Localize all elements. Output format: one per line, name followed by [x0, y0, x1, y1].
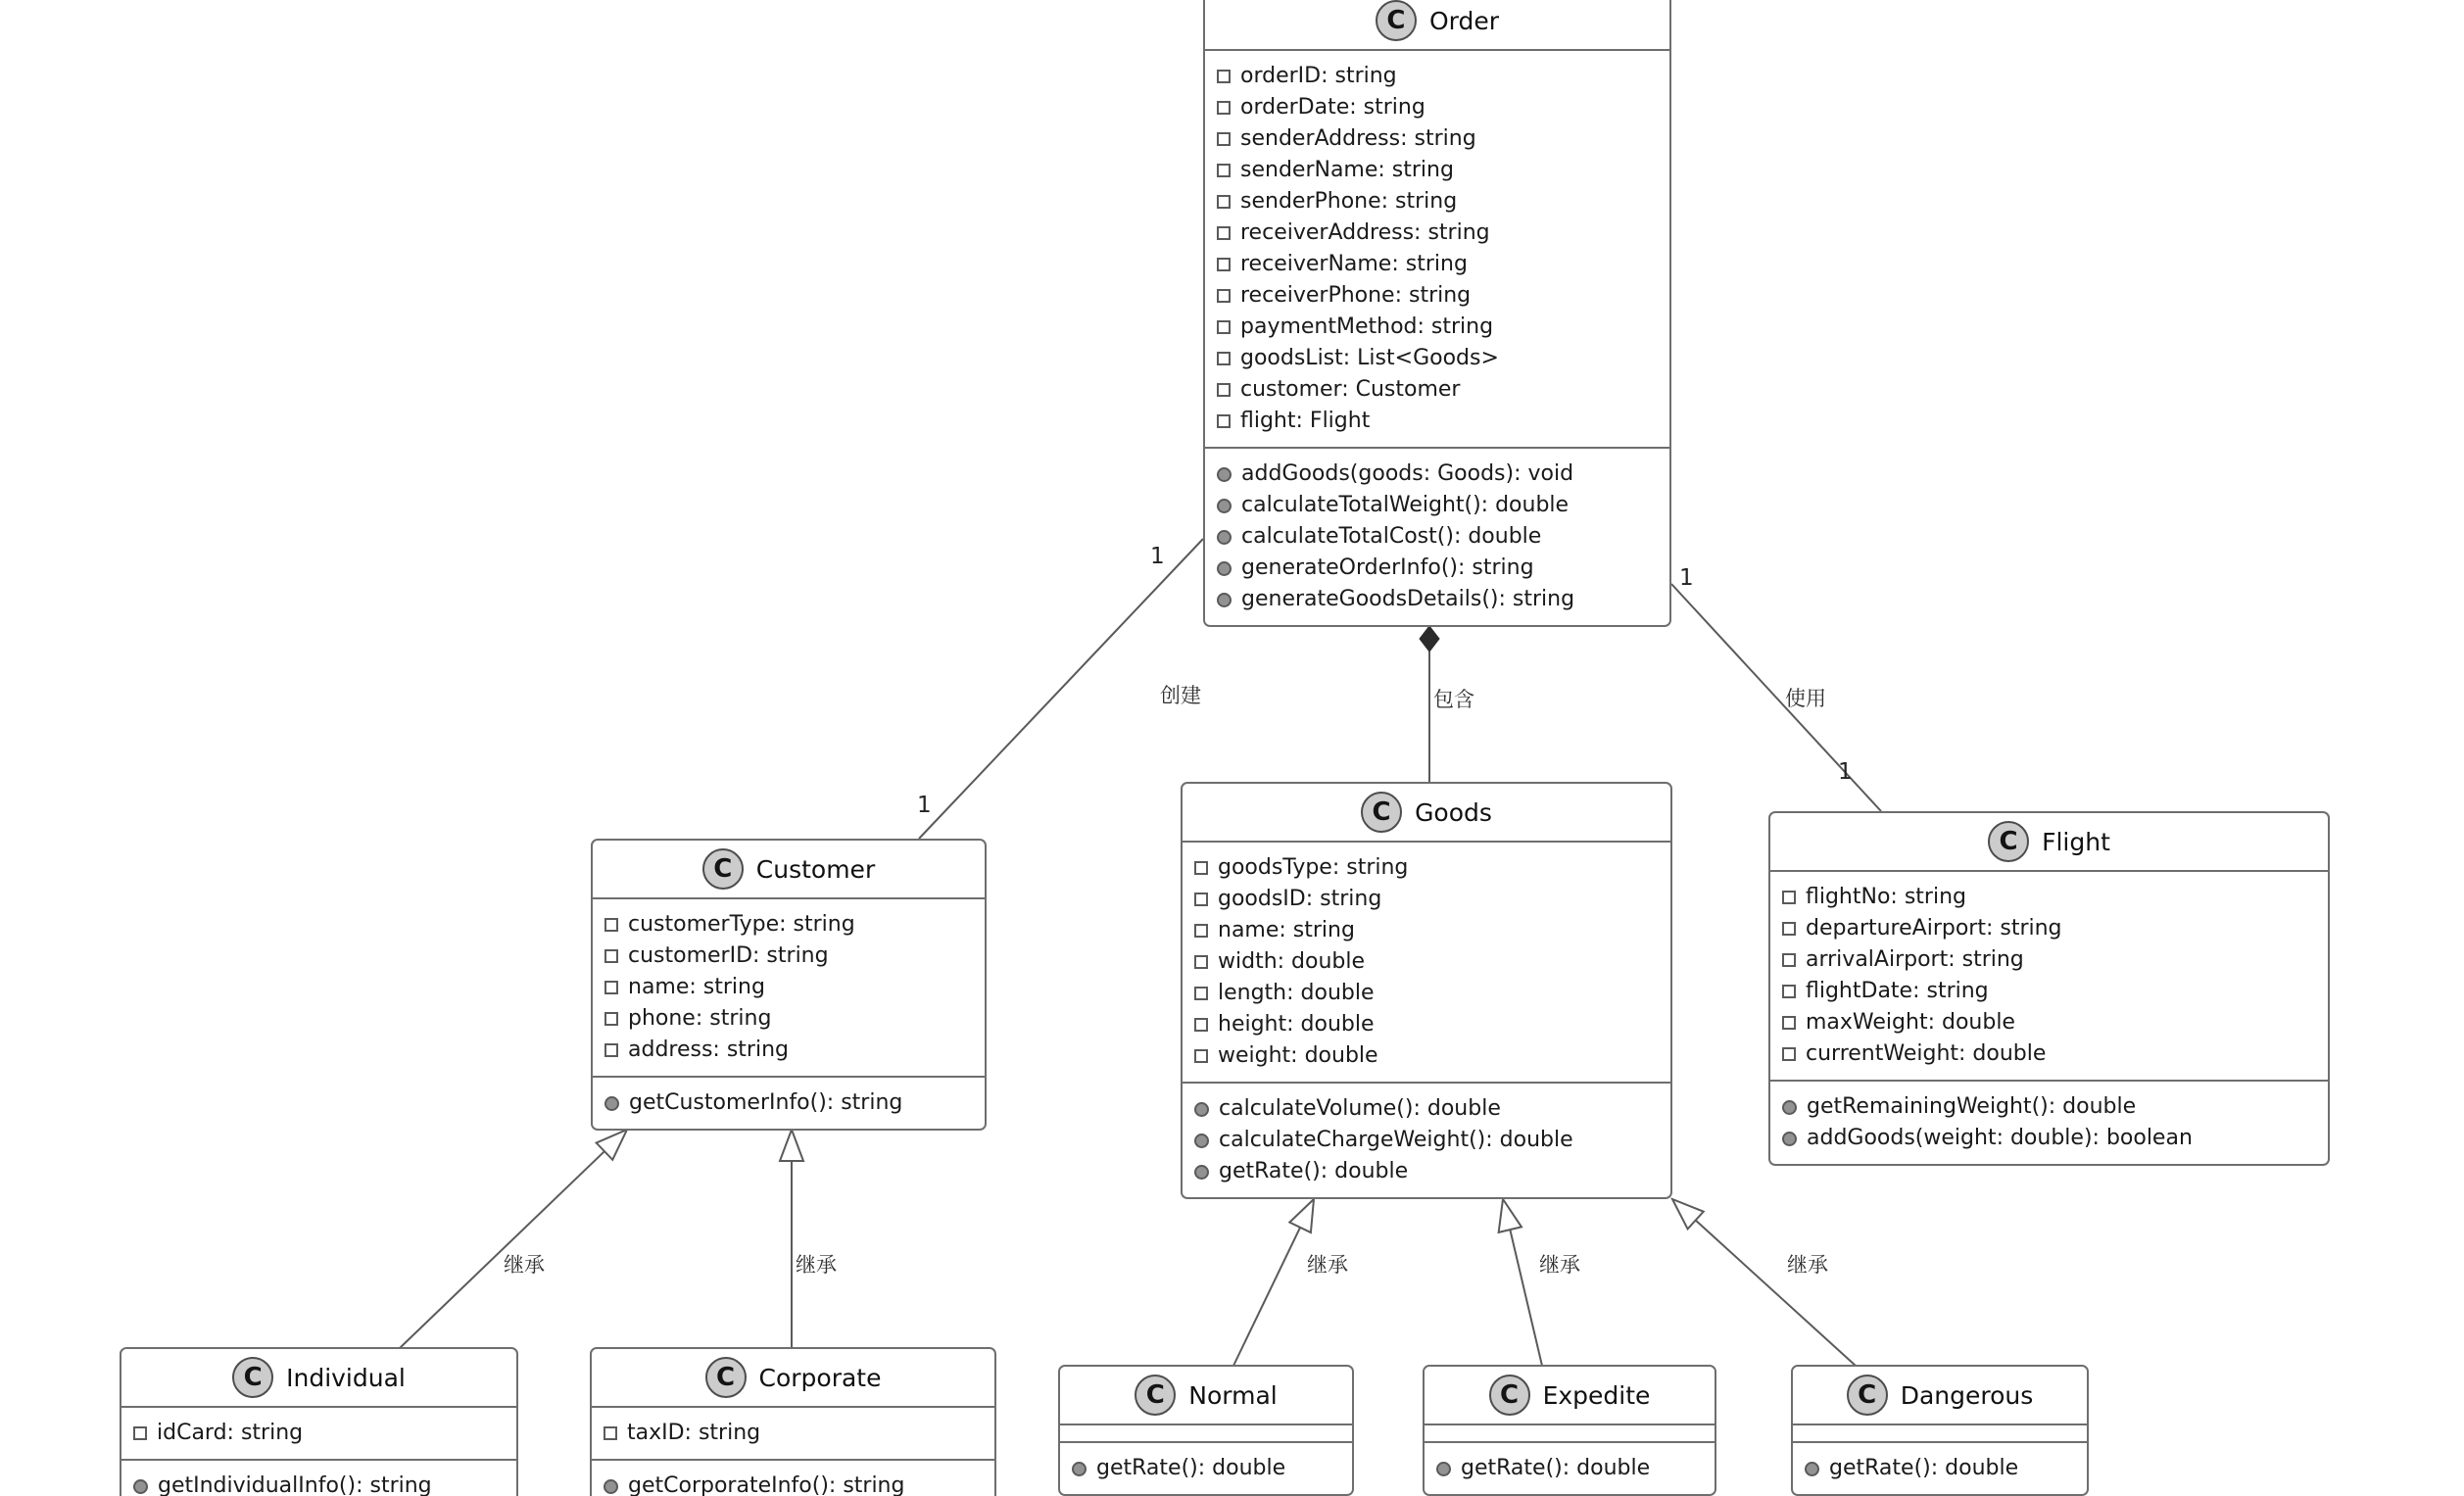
class-customer[interactable] — [591, 839, 987, 1131]
field-icon — [1217, 383, 1231, 397]
method-text: calculateTotalWeight(): double — [1241, 493, 1570, 517]
class-name: Order — [1428, 6, 1500, 35]
attribute-text: paymentMethod: string — [1240, 314, 1494, 339]
field-icon — [1217, 258, 1231, 271]
attribute-row — [1217, 92, 1658, 123]
method-row — [604, 1087, 973, 1119]
class-title-customer — [593, 841, 985, 899]
method-text: addGoods(goods: Goods): void — [1241, 461, 1574, 486]
method-icon — [1436, 1462, 1451, 1476]
attribute-text: idCard: string — [157, 1421, 304, 1445]
method-row — [133, 1471, 505, 1496]
edge-label-inherit-normal: 继承 — [1307, 1253, 1348, 1277]
edge-label-inherit-corporate: 继承 — [796, 1253, 837, 1277]
method-row — [1782, 1091, 2316, 1123]
attribute-text: arrivalAirport: string — [1806, 947, 2024, 972]
class-title-expedite — [1425, 1367, 1715, 1425]
class-title-goods — [1183, 784, 1670, 843]
attribute-text: departureAirport: string — [1806, 916, 2062, 941]
attributes-section — [1060, 1425, 1352, 1443]
field-icon — [1217, 70, 1231, 83]
attribute-text: maxWeight: double — [1806, 1010, 2015, 1035]
attribute-text: weight: double — [1218, 1043, 1378, 1068]
attribute-row — [604, 1035, 973, 1066]
edge-label-inherit-dangerous: 继承 — [1787, 1253, 1828, 1277]
attribute-text: customer: Customer — [1240, 377, 1461, 402]
field-icon — [1782, 1016, 1796, 1030]
method-icon — [1194, 1165, 1209, 1180]
edge-expedite-goods-generalization — [1510, 1230, 1542, 1366]
attributes-section — [593, 899, 985, 1078]
attribute-row — [1194, 915, 1659, 946]
method-text: calculateChargeWeight(): double — [1219, 1128, 1573, 1152]
class-individual[interactable] — [120, 1347, 518, 1496]
attribute-text: currentWeight: double — [1806, 1041, 2047, 1066]
edge-individual-customer-generalization — [400, 1151, 604, 1348]
method-row — [1194, 1125, 1659, 1156]
methods-section — [1183, 1084, 1670, 1197]
class-icon: C — [1489, 1375, 1530, 1416]
attribute-row — [133, 1418, 505, 1449]
method-text: getRemainingWeight(): double — [1807, 1094, 2137, 1119]
method-icon — [1217, 499, 1232, 513]
method-icon — [1072, 1462, 1087, 1476]
class-icon: C — [232, 1357, 273, 1398]
class-icon: C — [1988, 821, 2029, 862]
field-icon — [604, 981, 618, 994]
attribute-row — [1217, 217, 1658, 249]
attribute-text: orderDate: string — [1240, 95, 1425, 120]
multiplicity-create-customer-end: 1 — [917, 793, 932, 818]
class-icon: C — [1361, 792, 1402, 833]
field-icon — [1194, 1018, 1208, 1032]
attribute-text: flightDate: string — [1806, 979, 1989, 1003]
attribute-row — [1217, 312, 1658, 343]
method-text: calculateTotalCost(): double — [1241, 524, 1542, 549]
field-icon — [1217, 320, 1231, 334]
class-name: Normal — [1188, 1380, 1278, 1410]
method-row — [1217, 490, 1658, 521]
class-title-individual — [121, 1349, 516, 1408]
attribute-text: address: string — [628, 1038, 789, 1062]
attribute-row — [604, 909, 973, 941]
method-icon — [604, 1479, 618, 1494]
field-icon — [1194, 924, 1208, 938]
method-text: addGoods(weight: double): boolean — [1807, 1126, 2193, 1150]
field-icon — [1217, 164, 1231, 177]
attributes-section — [1770, 872, 2328, 1082]
method-icon — [1217, 593, 1232, 607]
field-icon — [1217, 132, 1231, 146]
attributes-section — [592, 1408, 994, 1461]
attribute-text: flightNo: string — [1806, 885, 1966, 909]
field-icon — [1194, 861, 1208, 875]
methods-section — [593, 1078, 985, 1129]
field-icon — [1782, 922, 1796, 936]
field-icon — [1217, 226, 1231, 240]
method-icon — [1194, 1102, 1209, 1117]
field-icon — [1217, 195, 1231, 209]
method-text: getRate(): double — [1219, 1159, 1409, 1183]
attribute-text: receiverPhone: string — [1240, 283, 1472, 308]
method-icon — [1782, 1132, 1797, 1146]
method-icon — [1194, 1134, 1209, 1148]
class-corporate[interactable] — [590, 1347, 996, 1496]
method-text: getRate(): double — [1461, 1456, 1651, 1480]
method-icon — [1805, 1462, 1819, 1476]
attribute-text: goodsList: List<Goods> — [1240, 346, 1499, 370]
methods-section — [1205, 449, 1669, 625]
class-title-dangerous — [1793, 1367, 2087, 1425]
class-title-order — [1205, 0, 1669, 51]
class-normal[interactable] — [1058, 1365, 1354, 1496]
attribute-row — [604, 972, 973, 1003]
attribute-row — [1194, 946, 1659, 978]
attribute-row — [1782, 1038, 2316, 1070]
attribute-row — [1217, 155, 1658, 186]
field-icon — [604, 1012, 618, 1026]
method-text: getRate(): double — [1829, 1456, 2019, 1480]
class-icon: C — [1135, 1375, 1176, 1416]
edge-label-create: 创建 — [1160, 684, 1201, 707]
method-text: generateOrderInfo(): string — [1241, 555, 1534, 580]
class-dangerous[interactable] — [1791, 1365, 2089, 1496]
field-icon — [1194, 955, 1208, 969]
method-row — [1217, 458, 1658, 490]
attribute-text: phone: string — [628, 1006, 772, 1031]
method-icon — [1217, 561, 1232, 576]
methods-section — [1793, 1443, 2087, 1494]
attribute-row — [1217, 374, 1658, 406]
field-icon — [1782, 891, 1796, 904]
composition-diamond-icon — [1420, 626, 1439, 651]
attribute-text: goodsID: string — [1218, 887, 1382, 911]
attributes-section — [121, 1408, 516, 1461]
class-name: Customer — [755, 854, 876, 884]
methods-section — [592, 1461, 994, 1496]
class-name: Dangerous — [1900, 1380, 2034, 1410]
field-icon — [1217, 414, 1231, 428]
attribute-text: length: double — [1218, 981, 1375, 1005]
method-icon — [1217, 467, 1232, 482]
attributes-section — [1205, 51, 1669, 449]
edge-dangerous-goods-generalization — [1696, 1221, 1856, 1366]
attribute-text: width: double — [1218, 949, 1366, 974]
method-text: getCustomerInfo(): string — [629, 1090, 903, 1115]
class-name: Individual — [286, 1363, 406, 1392]
attribute-row — [604, 941, 973, 972]
multiplicity-use-flight-end: 1 — [1838, 759, 1853, 785]
attribute-text: senderPhone: string — [1240, 189, 1458, 214]
attribute-text: height: double — [1218, 1012, 1375, 1037]
class-name: Flight — [2042, 827, 2110, 856]
class-title-normal — [1060, 1367, 1352, 1425]
field-icon — [1194, 1049, 1208, 1063]
field-icon — [604, 949, 618, 963]
attribute-row — [604, 1418, 983, 1449]
method-row — [1217, 521, 1658, 553]
class-title-flight — [1770, 813, 2328, 872]
field-icon — [1782, 953, 1796, 967]
class-name: Expedite — [1542, 1380, 1651, 1410]
class-icon: C — [705, 1357, 747, 1398]
method-text: getCorporateInfo(): string — [628, 1473, 905, 1496]
method-row — [1072, 1453, 1340, 1484]
attribute-row — [1217, 61, 1658, 92]
class-icon: C — [1847, 1375, 1888, 1416]
field-icon — [1217, 289, 1231, 303]
method-icon — [1217, 530, 1232, 545]
method-text: getIndividualInfo(): string — [158, 1473, 432, 1496]
method-icon — [1782, 1100, 1797, 1115]
field-icon — [604, 1043, 618, 1057]
edge-label-use: 使用 — [1785, 687, 1826, 710]
class-order[interactable] — [1203, 0, 1671, 627]
attribute-text: receiverName: string — [1240, 252, 1468, 276]
attribute-row — [1217, 406, 1658, 437]
class-goods[interactable] — [1181, 782, 1672, 1199]
attribute-row — [1782, 1007, 2316, 1038]
method-row — [1194, 1093, 1659, 1125]
methods-section — [1770, 1082, 2328, 1164]
multiplicity-create-order-end: 1 — [1150, 544, 1165, 569]
attribute-text: name: string — [1218, 918, 1355, 942]
method-row — [1805, 1453, 2075, 1484]
attribute-row — [604, 1003, 973, 1035]
method-row — [1194, 1156, 1659, 1187]
attribute-row — [1194, 1040, 1659, 1072]
attributes-section — [1183, 843, 1670, 1084]
class-name: Goods — [1415, 797, 1492, 827]
edge-label-inherit-expedite: 继承 — [1539, 1253, 1580, 1277]
attribute-row — [1217, 249, 1658, 280]
attribute-row — [1217, 123, 1658, 155]
class-flight[interactable] — [1768, 811, 2330, 1166]
attribute-text: senderName: string — [1240, 158, 1454, 182]
methods-section — [1425, 1443, 1715, 1494]
attribute-row — [1194, 884, 1659, 915]
attribute-row — [1782, 882, 2316, 913]
edge-label-inherit-individual: 继承 — [504, 1253, 545, 1277]
field-icon — [1194, 987, 1208, 1000]
attribute-row — [1782, 976, 2316, 1007]
method-row — [1217, 584, 1658, 615]
attribute-row — [1194, 852, 1659, 884]
class-icon: C — [702, 848, 744, 890]
class-icon: C — [1376, 0, 1417, 41]
class-name: Corporate — [758, 1363, 882, 1392]
attribute-text: goodsType: string — [1218, 855, 1409, 880]
field-icon — [604, 918, 618, 932]
method-row — [1782, 1123, 2316, 1154]
edge-label-contain: 包含 — [1433, 688, 1474, 711]
class-title-corporate — [592, 1349, 994, 1408]
method-row — [1217, 553, 1658, 584]
field-icon — [1217, 352, 1231, 365]
attributes-section — [1425, 1425, 1715, 1443]
method-text: getRate(): double — [1096, 1456, 1286, 1480]
field-icon — [604, 1426, 617, 1440]
method-icon — [604, 1096, 619, 1111]
multiplicity-use-order-end: 1 — [1679, 565, 1694, 591]
method-row — [604, 1471, 983, 1496]
attribute-row — [1782, 913, 2316, 944]
field-icon — [133, 1426, 147, 1440]
method-text: calculateVolume(): double — [1219, 1096, 1501, 1121]
attribute-text: receiverAddress: string — [1240, 220, 1490, 245]
attribute-row — [1782, 944, 2316, 976]
attribute-text: senderAddress: string — [1240, 126, 1476, 151]
attribute-text: taxID: string — [627, 1421, 761, 1445]
class-expedite[interactable] — [1423, 1365, 1716, 1496]
attribute-row — [1194, 978, 1659, 1009]
field-icon — [1782, 1047, 1796, 1061]
attribute-text: orderID: string — [1240, 64, 1397, 88]
attribute-row — [1217, 280, 1658, 312]
edge-normal-goods-generalization — [1233, 1228, 1300, 1366]
field-icon — [1194, 893, 1208, 906]
attribute-text: flight: Flight — [1240, 409, 1371, 433]
attribute-text: customerID: string — [628, 943, 829, 968]
attribute-row — [1217, 343, 1658, 374]
field-icon — [1217, 101, 1231, 115]
method-text: generateGoodsDetails(): string — [1241, 587, 1575, 611]
method-icon — [133, 1479, 148, 1494]
methods-section — [121, 1461, 516, 1496]
attribute-row — [1194, 1009, 1659, 1040]
method-row — [1436, 1453, 1703, 1484]
attribute-text: customerType: string — [628, 912, 855, 937]
attribute-text: name: string — [628, 975, 765, 999]
methods-section — [1060, 1443, 1352, 1494]
field-icon — [1782, 985, 1796, 998]
attribute-row — [1217, 186, 1658, 217]
attributes-section — [1793, 1425, 2087, 1443]
